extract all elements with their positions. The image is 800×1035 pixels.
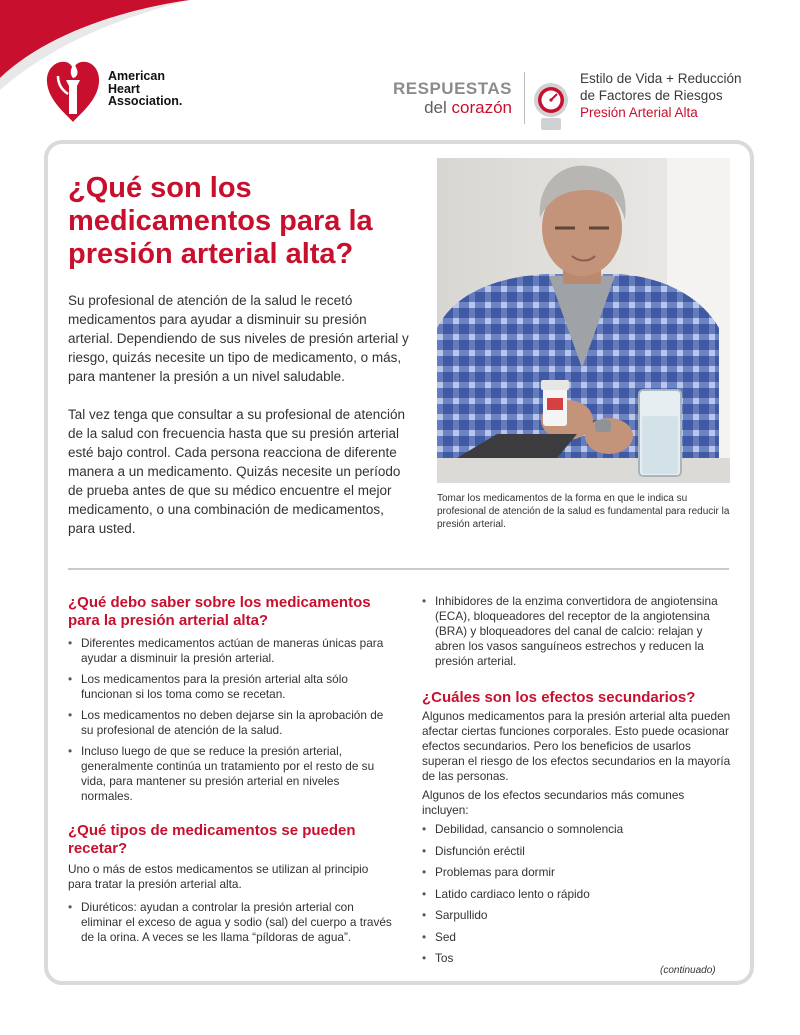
list-item: • Problemas para dormir [422,865,732,880]
list-item: • Los medicamentos para la presión arterial alta sólo funcionan si los toma como se recetan. [68,672,393,702]
blood-pressure-gauge-icon [533,80,569,132]
left-column [68,594,393,945]
intro-text [68,291,413,557]
heart-torch-logo-icon [44,54,102,124]
photo-caption: Tomar los medicamentos de la forma en que le indica su profesional de atención de la salud es fundamental para reducir la presión arterial. [437,493,730,530]
list-item: • Incluso luego de que se reduce la presión arterial, generalmente continúa un tratamiento por el resto de su vida, para mantener su presión arterial en niveles normales. [68,744,393,804]
effects-list [422,822,732,966]
section-heading-effects: ¿Cuáles son los efectos secundarios? [422,689,696,706]
topic-label: Estilo de Vida + Reducción de Factores de Riesgos Presión Arterial Alta [580,71,742,120]
aha-logo [44,54,182,124]
types-list [68,900,393,945]
types-list-continued [422,594,732,669]
section-heading-know: ¿Qué debo saber sobre los medicamentos para la presión arterial alta? [68,594,371,629]
section-heading-types: ¿Qué tipos de medicamentos se pueden recetar? [68,822,356,857]
list-item: • Sed [422,930,732,945]
man-with-medication-photo [437,158,730,483]
series-title: RESPUESTAS del corazón [393,79,512,117]
header-divider [524,72,525,124]
list-item: • Latido cardiaco lento o rápido [422,887,732,902]
list-item: • Disfunción eréctil [422,844,732,859]
list-item: • Diferentes medicamentos actúan de maneras únicas para ayudar a disminuir la presión arterial. [68,636,393,666]
effects-paragraph: Algunos de los efectos secundarios más comunes incluyen: [422,788,685,817]
list-item: • Los medicamentos no deben dejarse sin la aprobación de su profesional de atención de la salud. [68,708,393,738]
continued-note: (continuado) [660,965,716,976]
know-list [68,636,393,804]
list-item: • Inhibidores de la enzima convertidora de angiotensina (ECA), bloqueadores del receptor de la angiotensina (BRA) y bloqueadores del canal de calcio: relajan y abren los vasos sanguíneos estrechos y reducen la presión arterial. [422,594,732,669]
page-title: ¿Qué son los medicamentos para la presión arterial alta? [68,172,373,270]
intro-paragraph: Su profesional de atención de la salud le recetó medicamentos para ayudar a disminuir su presión arterial. Dependiendo de sus niveles de presión arterial y riesgo, quizás necesite un tipo de medicamento, o más, para mantener la presión a un nivel saludable. [68,293,409,384]
list-item: • Tos [422,951,732,966]
list-item: • Debilidad, cansancio o somnolencia [422,822,732,837]
section-divider [68,568,729,570]
intro-paragraph: Tal vez tenga que consultar a su profesional de atención de la salud con frecuencia hasta que su presión arterial esté bajo control. Cada persona reacciona de diferente manera a un medicamento. Quizás necesite un período de prueba antes de que su médico encuentre el mejor medicamento, o una combinación de medicamentos, para usted. [68,407,405,536]
types-intro: Uno o más de estos medicamentos se utilizan al principio para tratar la presión arterial alta. [68,862,369,891]
effects-paragraph: Algunos medicamentos para la presión arterial alta pueden afectar ciertas funciones corporales. Esto puede ocasionar efectos secundarios. Pero los beneficios de usarlos superan el riesgo de los efectos secundarios en la mayoría de las personas. [422,709,731,783]
list-item: • Sarpullido [422,908,732,923]
org-name: American Heart Association. [108,69,183,109]
list-item: • Diuréticos: ayudan a controlar la presión arterial con eliminar el exceso de agua y sodio (sal) del cuerpo a través de la orina. A veces se les llama “píldoras de agua”. [68,900,393,945]
right-column [422,594,732,966]
